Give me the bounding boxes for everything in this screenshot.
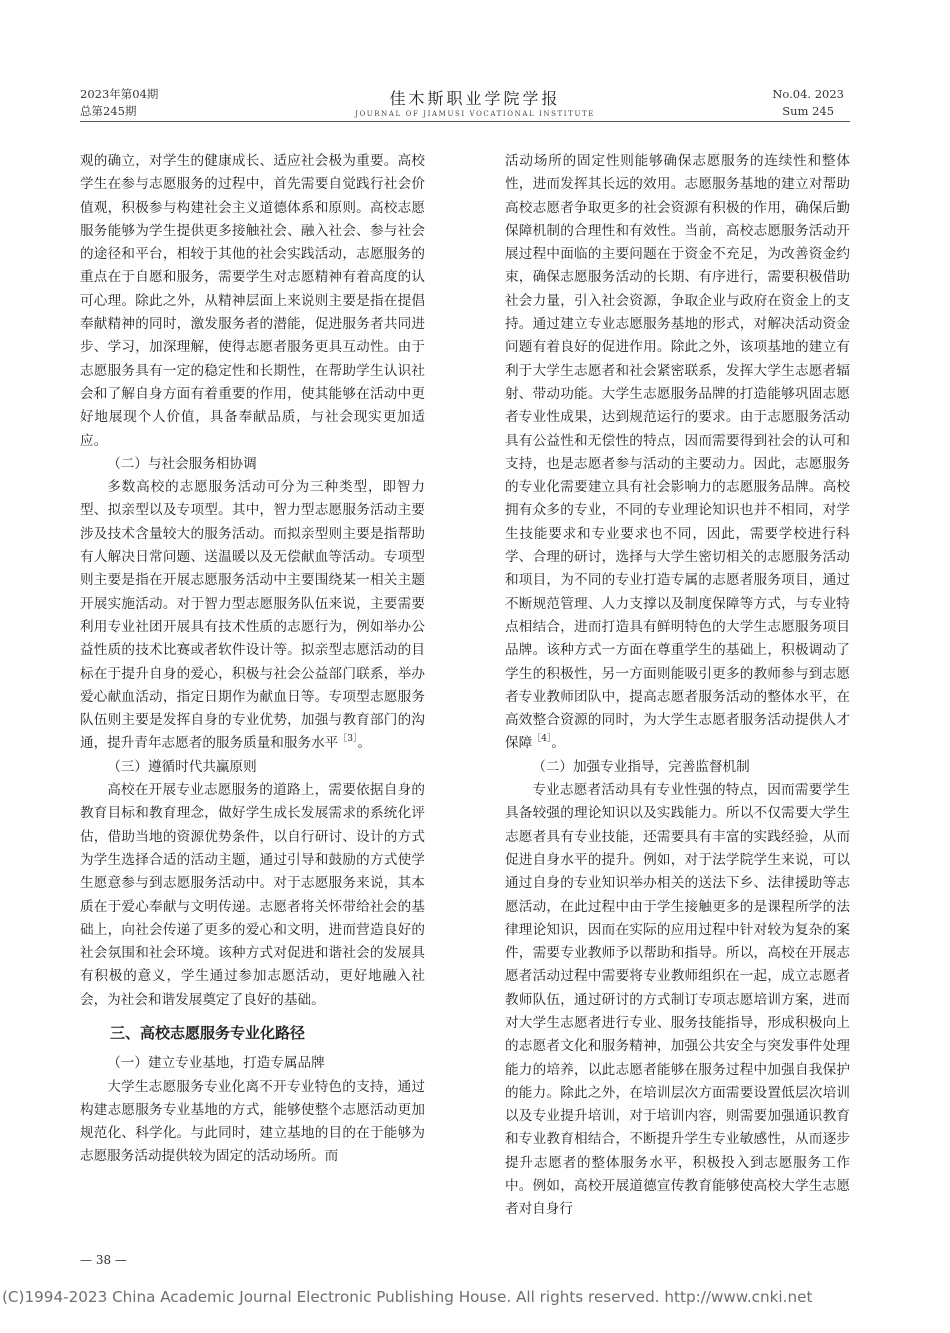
issue-no: No.04. 2023	[772, 87, 844, 101]
subsection-heading: （一）建立专业基地，打造专属品牌	[107, 1055, 325, 1072]
year-issue: 2023年第04期	[80, 87, 159, 101]
copyright-footer: (C)1994-2023 China Academic Journal Electronic Publishing House. All rights reserved. http://www.cnki.net	[2, 1288, 813, 1306]
paragraph: 专业志愿者活动具有专业性强的特点，因而需要学生具备较强的理论知识以及实践能力。所以不仅需要大学生志愿者具有专业技能，还需要具有丰富的实践经验，从而促进自身水平的提升。例如，对于法学院学生来说，可以通过自身的专业知识举办相关的送法下乡、法律援助等志愿活动，在此过程中由于学生接触更多的是课程所学的法律理论知识，因而在实际的应用过程中针对较为复杂的案件，需要专业教师予以帮助和指导。所以，高校在开展志愿者活动过程中需要将专业教师组织在一起，成立志愿者教师队伍，通过研讨的方式制订专项志愿培训方案，进而对大学生志愿者进行专业、服务技能指导，形成积极向上的志愿者文化和服务精神，加强公共安全与突发事件处理能力的培养，以此志愿者能够在服务过程中加强自我保护的能力。除此之外，在培训层次方面需要设置低层次培训以及专业提升培训，对于培训内容，则需要加强通识教育和专业教育相结合，不断提升学生专业敏感性，从而逐步提升志愿者的整体服务水平，积极投入到志愿服务工作中。例如，高校开展道德宣传教育能够使高校大学生志愿者对自身行	[505, 782, 850, 1218]
paragraph: 观的确立，对学生的健康成长、适应社会极为重要。高校学生在参与志愿服务的过程中，首先需要自觉践行社会价值观，积极参与构建社会主义道德体系和原则。高校志愿服务能够为学生提供更多接触社会、融入社会、参与社会的途径和平台，相较于其他的社会实践活动，志愿服务的重点在于自愿和服务，需要学生对志愿精神有着高度的认可心理。除此之外，从精神层面上来说则主要是指在提倡奉献精神的同时，激发服务者的潜能，促进服务者共同进步、学习，加深理解，使得志愿者服务更具互动性。由于志愿服务具有一定的稳定性和长期性，在帮助学生认识社会和了解自身方面有着重要的作用，使其能够在活动中更好地展现个人价值，具备奉献品质，与社会现实更加适应。	[80, 153, 425, 449]
section-heading: 三、高校志愿服务专业化路径	[110, 1023, 306, 1042]
right-column	[505, 150, 850, 1222]
paragraph: 高校在开展专业志愿服务的道路上，需要依据自身的教育目标和教育理念，做好学生成长发展需求的系统化评估，借助当地的资源优势条件，以自行研讨、设计的方式为学生选择合适的活动主题，通过引导和鼓励的方式使学生愿意参与到志愿服务活动中。对于志愿服务来说，其本质在于爱心奉献与文明传递。志愿者将关怀带给社会的基础上，向社会传递了更多的爱心和文明，进而营造良好的社会氛围和社会环境。该种方式对促进和谐社会的发展具有积极的意义，学生通过参加志愿活动，更好地融入社会，为社会和谐发展奠定了良好的基础。	[80, 782, 425, 1008]
subsection-heading: （二）加强专业指导，完善监督机制	[532, 758, 750, 775]
paragraph: 大学生志愿服务专业化离不开专业特色的支持，通过构建志愿服务专业基地的方式，能够使整个志愿活动更加规范化、科学化。与此同时，建立基地的目的在于能够为志愿服务活动提供较为固定的活动场所。而	[80, 1078, 425, 1165]
subsection-heading: （三）遵循时代共赢原则	[107, 758, 257, 775]
citation-3: ［3］	[338, 734, 358, 745]
total-issue: 总第245期	[80, 104, 137, 118]
paragraph: 多数高校的志愿服务活动可分为三种类型，即智力型、拟亲型以及专项型。其中，智力型志愿服务活动主要涉及技术含量较大的服务活动。而拟亲型则主要是指帮助有人解决日常问题、送温暖以及无偿献血等活动。专项型则主要是指在开展志愿服务活动中主要围绕某一相关主题开展实施活动。对于智力型志愿服务队伍来说，主要需要利用专业社团开展具有技术性质的志愿行为，例如举办公益性质的技术比赛或者软件设计等。拟亲型志愿活动的目标在于提升自身的爱心，积极与社会公益部门联系，举办爱心献血活动，指定日期作为献血日等。专项型志愿服务队伍则主要是发挥自身的专业优势，加强与教育部门的沟通，提升青年志愿者的服务质量和服务水平$^{[3]}$。	[80, 479, 425, 752]
subsection-heading: （二）与社会服务相协调	[107, 455, 257, 472]
journal-title-en: JOURNAL OF JIAMUSI VOCATIONAL INSTITUTE	[355, 110, 595, 118]
journal-title: 佳木斯职业学院学报	[389, 89, 561, 108]
header-divider	[80, 121, 850, 122]
citation-4: ［4］	[532, 734, 552, 745]
sum-no: Sum 245	[782, 104, 835, 118]
left-column	[80, 150, 425, 1169]
paragraph: 活动场所的固定性则能够确保志愿服务的连续性和整体性，进而发挥其长远的效用。志愿服务基地的建立对帮助高校志愿者争取更多的社会资源有积极的作用，确保后勤保障机制的合理性和有效性。当前，高校志愿服务活动开展过程中面临的主要问题在于资金不充足，为改善资金约束，确保志愿服务活动的长期、有序进行，需要积极借助社会力量，引入社会资源，争取企业与政府在资金上的支持。通过建立专业志愿服务基地的形式，对解决活动资金问题有着良好的促进作用。除此之外，该项基地的建立有利于大学生志愿者和社会紧密联系，发挥大学生志愿者辐射、带动功能。大学生志愿服务品牌的打造能够巩固志愿者专业性成果，达到规范运行的要求。由于志愿服务活动具有公益性和无偿性的特点，因而需要得到社会的认可和支持，也是志愿者参与活动的主要动力。因此，志愿服务的专业化需要建立具有社会影响力的志愿服务品牌。高校拥有众多的专业，不同的专业理论知识也并不相同，对学生技能要求和专业要求也不同，因此，需要学校进行科学、合理的研讨，选择与大学生密切相关的志愿服务活动和项目，为不同的专业打造专属的志愿者服务项目，通过不断规范管理、人力支撑以及制度保障等方式，与专业特点相结合，进而打造具有鲜明特色的大学生志愿服务项目品牌。该种方式一方面在尊重学生的基础上，积极调动了学生的积极性，另一方面则能吸引更多的教师参与到志愿者专业教师团队中，提高志愿者服务活动的整体水平，在高效整合资源的同时，为大学生志愿者服务活动提供人才保障$^{[4]}$。	[505, 153, 850, 752]
header-issue-number	[772, 86, 844, 120]
page-number: — 38 —	[80, 1253, 127, 1267]
